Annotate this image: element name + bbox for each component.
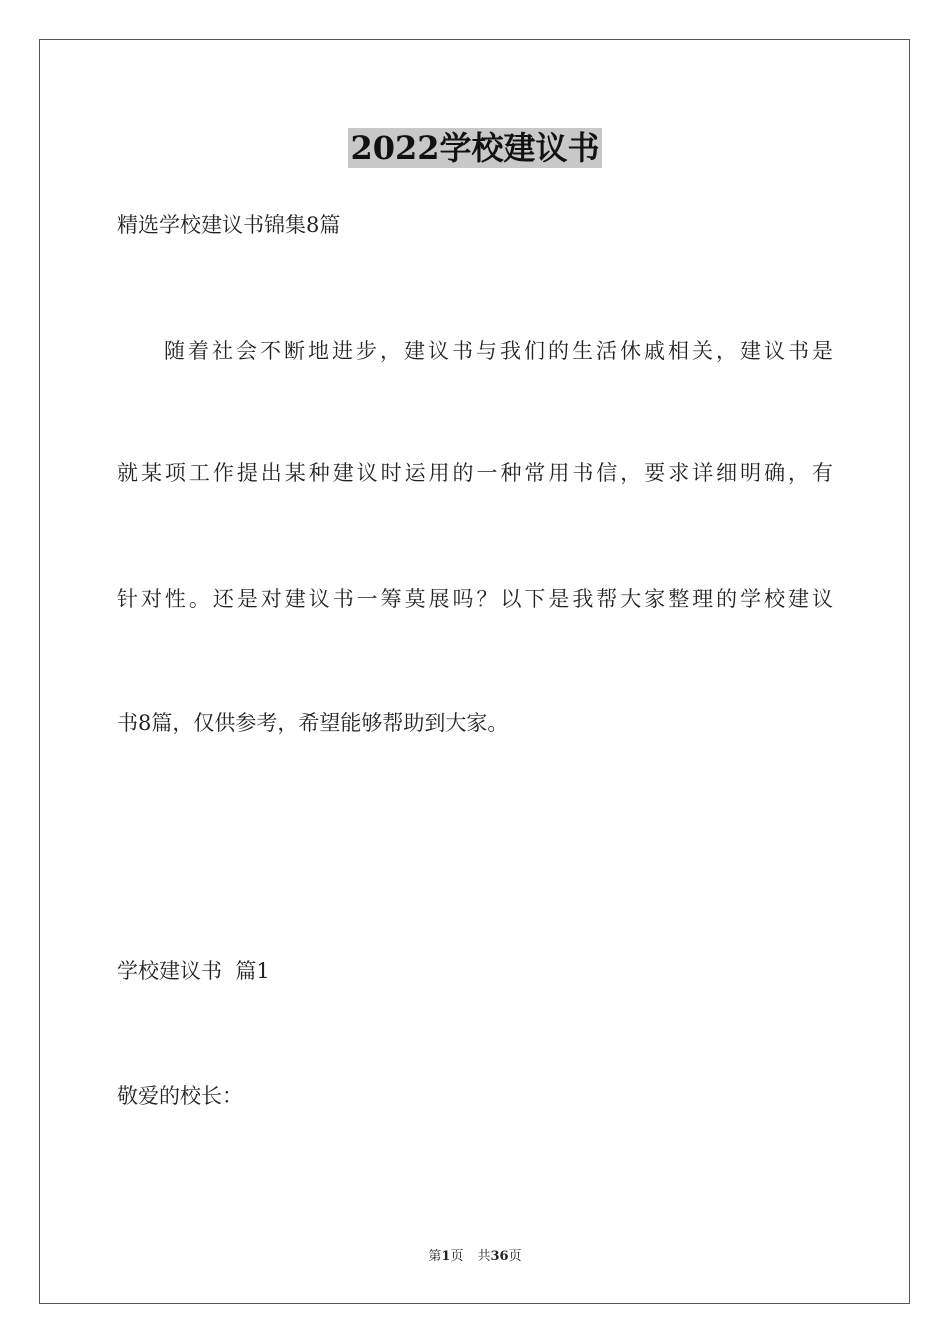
page-prefix: 第 (428, 1249, 442, 1264)
title-container (0, 128, 950, 168)
page-suffix: 页 (450, 1249, 464, 1264)
salutation: 敬爱的校长： (117, 1084, 243, 1108)
total-prefix: 共 (477, 1249, 491, 1264)
document-subtitle: 精选学校建议书锦集8篇 (117, 213, 341, 237)
total-pages: 36 (490, 1249, 509, 1264)
page-footer (0, 1248, 950, 1266)
intro-line-2: 就某项工作提出某种建议时运用的一种常用书信，要求详细明确，有 (117, 461, 833, 485)
total-suffix: 页 (508, 1249, 522, 1264)
intro-line-4: 书8篇，仅供参考，希望能够帮助到大家。 (117, 711, 509, 735)
intro-line-3: 针对性。还是对建议书一筹莫展吗？以下是我帮大家整理的学校建议 (117, 587, 833, 611)
page-number: 1 (441, 1249, 451, 1264)
section-heading: 学校建议书 篇1 (117, 959, 270, 983)
intro-line-1: 随着社会不断地进步，建议书与我们的生活休戚相关，建议书是 (164, 339, 833, 363)
document-title: 2022学校建议书 (350, 129, 600, 167)
